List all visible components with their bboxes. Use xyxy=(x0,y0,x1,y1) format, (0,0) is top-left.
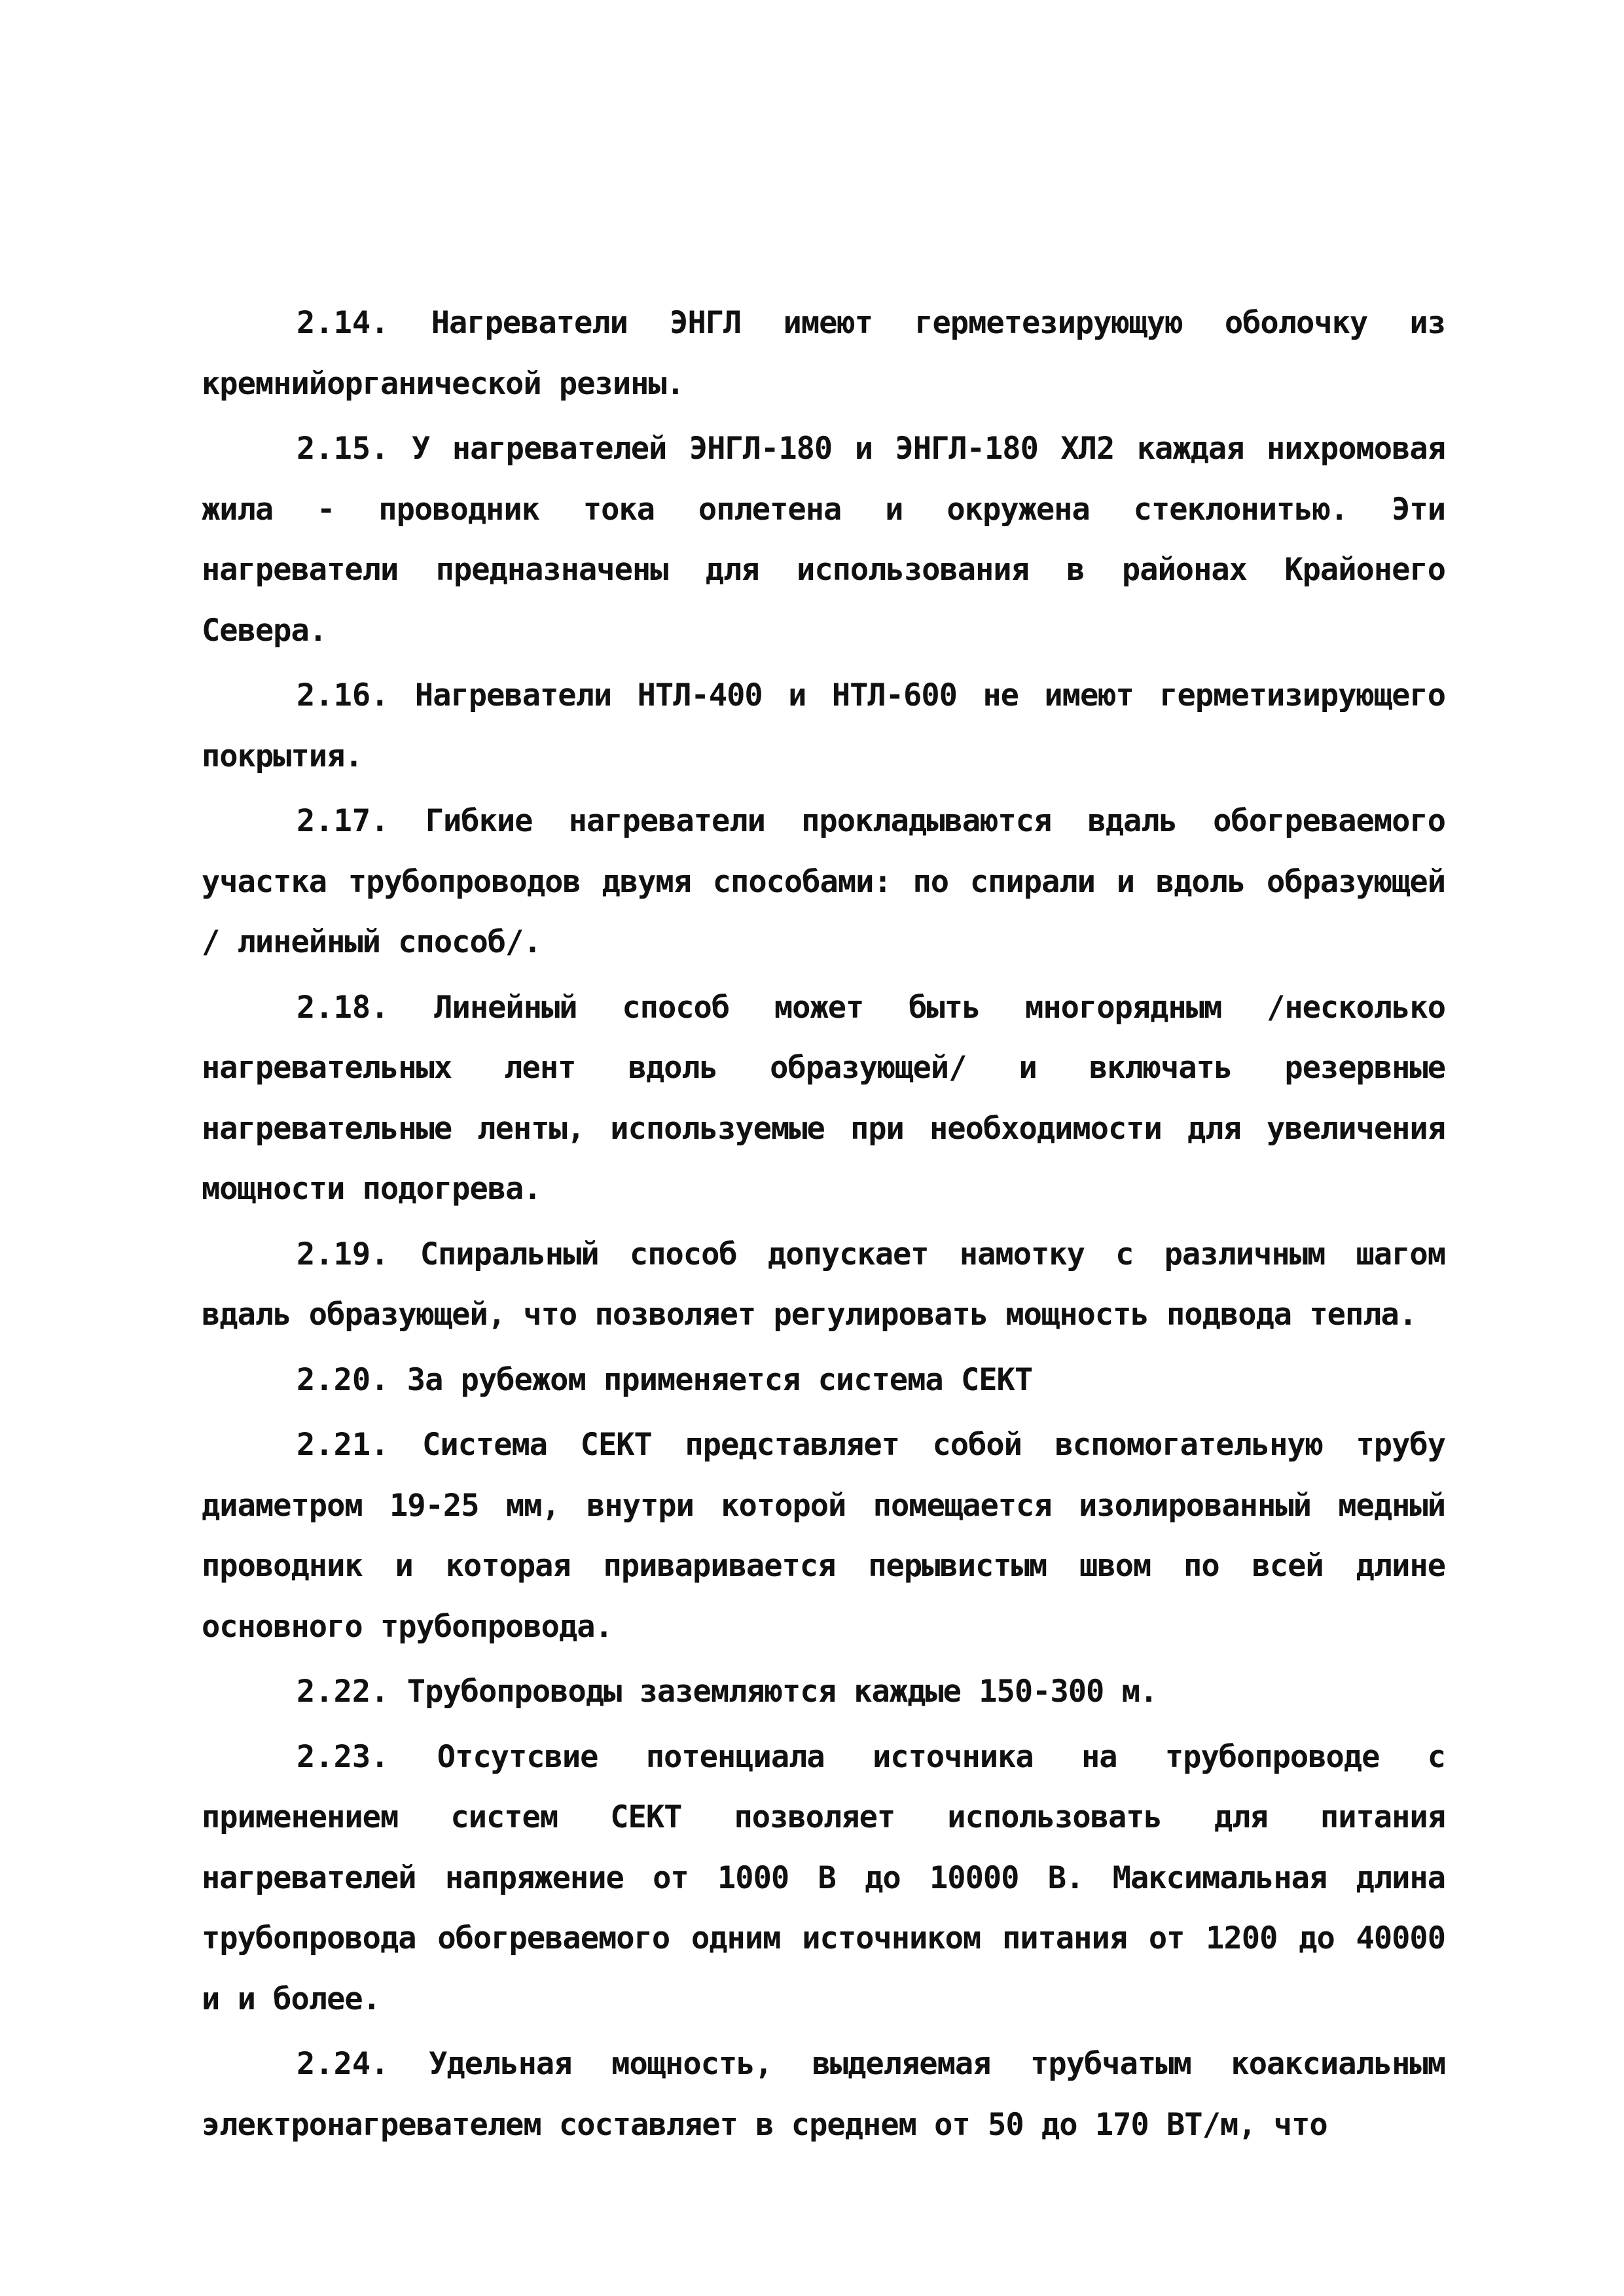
paragraph-2-14 xyxy=(202,293,1445,414)
paragraph-text: Удельная мощность, выделяемая трубчатым коаксиальным электронагревателем составляет в среднем от 50 до 170 ВТ/м, что xyxy=(202,2046,1445,2143)
paragraph-number: 2.18. xyxy=(297,989,389,1026)
paragraph-number: 2.22. xyxy=(297,1674,389,1710)
paragraph-text: Гибкие нагреватели прокладываются вдаль обогреваемого участка трубопроводов двумя способами: по спирали и вдоль образующей / линейный способ/. xyxy=(202,803,1445,960)
paragraph-text: Линейный способ может быть многорядным /несколько нагревательных лент вдоль образующей/ и включать резервные нагревательные ленты, используемые при необходимости для увеличения мощности подогрева. xyxy=(202,989,1445,1207)
paragraph-number: 2.21. xyxy=(297,1427,389,1463)
paragraph-2-20 xyxy=(202,1350,1445,1411)
paragraph-number: 2.20. xyxy=(297,1361,389,1398)
paragraph-number: 2.17. xyxy=(297,803,389,839)
paragraph-number: 2.15. xyxy=(297,431,389,467)
paragraph-2-17 xyxy=(202,791,1445,973)
paragraph-2-23 xyxy=(202,1727,1445,2030)
paragraph-2-15 xyxy=(202,419,1445,661)
paragraph-number: 2.24. xyxy=(297,2046,389,2082)
paragraph-2-19 xyxy=(202,1225,1445,1346)
paragraph-2-21 xyxy=(202,1415,1445,1657)
paragraph-text: Отсутсвие потенциала источника на трубопроводе с применением систем СЕКТ позволяет использовать для питания нагревателей напряжение от 1000 В до 10000 В. Максимальная длина трубопровода обогреваемого одним источником питания от 1200 до 40000 и и более. xyxy=(202,1738,1445,2017)
document-body xyxy=(202,293,1445,2160)
paragraph-2-24 xyxy=(202,2034,1445,2155)
paragraph-2-16 xyxy=(202,666,1445,787)
paragraph-text: Нагреватели НТЛ-400 и НТЛ-600 не имеют герметизирующего покрытия. xyxy=(202,677,1445,774)
paragraph-text: За рубежом применяется система СЕКТ xyxy=(406,1361,1033,1398)
paragraph-number: 2.19. xyxy=(297,1236,389,1272)
paragraph-number: 2.14. xyxy=(297,305,389,341)
paragraph-text: У нагревателей ЭНГЛ-180 и ЭНГЛ-180 ХЛ2 каждая нихромовая жила - проводник тока оплетена и окружена стеклонитью. Эти нагреватели предназначены для использования в районах Крайонего Севера. xyxy=(202,431,1445,649)
paragraph-2-22 xyxy=(202,1662,1445,1723)
paragraph-text: Система СЕКТ представляет собой вспомогательную трубу диаметром 19-25 мм, внутри которой помещается изолированный медный проводник и которая приваривается перывистым швом по всей длине основного трубопровода. xyxy=(202,1427,1445,1645)
paragraph-2-18 xyxy=(202,978,1445,1220)
paragraph-text: Спиральный способ допускает намотку с различным шагом вдаль образующей, что позволяет регулировать мощность подвода тепла. xyxy=(202,1236,1445,1333)
paragraph-number: 2.16. xyxy=(297,677,389,713)
paragraph-text: Трубопроводы заземляются каждые 150-300 м. xyxy=(406,1674,1158,1710)
paragraph-text: Нагреватели ЭНГЛ имеют герметезирующую оболочку из кремнийорганической резины. xyxy=(202,305,1445,402)
paragraph-number: 2.23. xyxy=(297,1738,389,1775)
